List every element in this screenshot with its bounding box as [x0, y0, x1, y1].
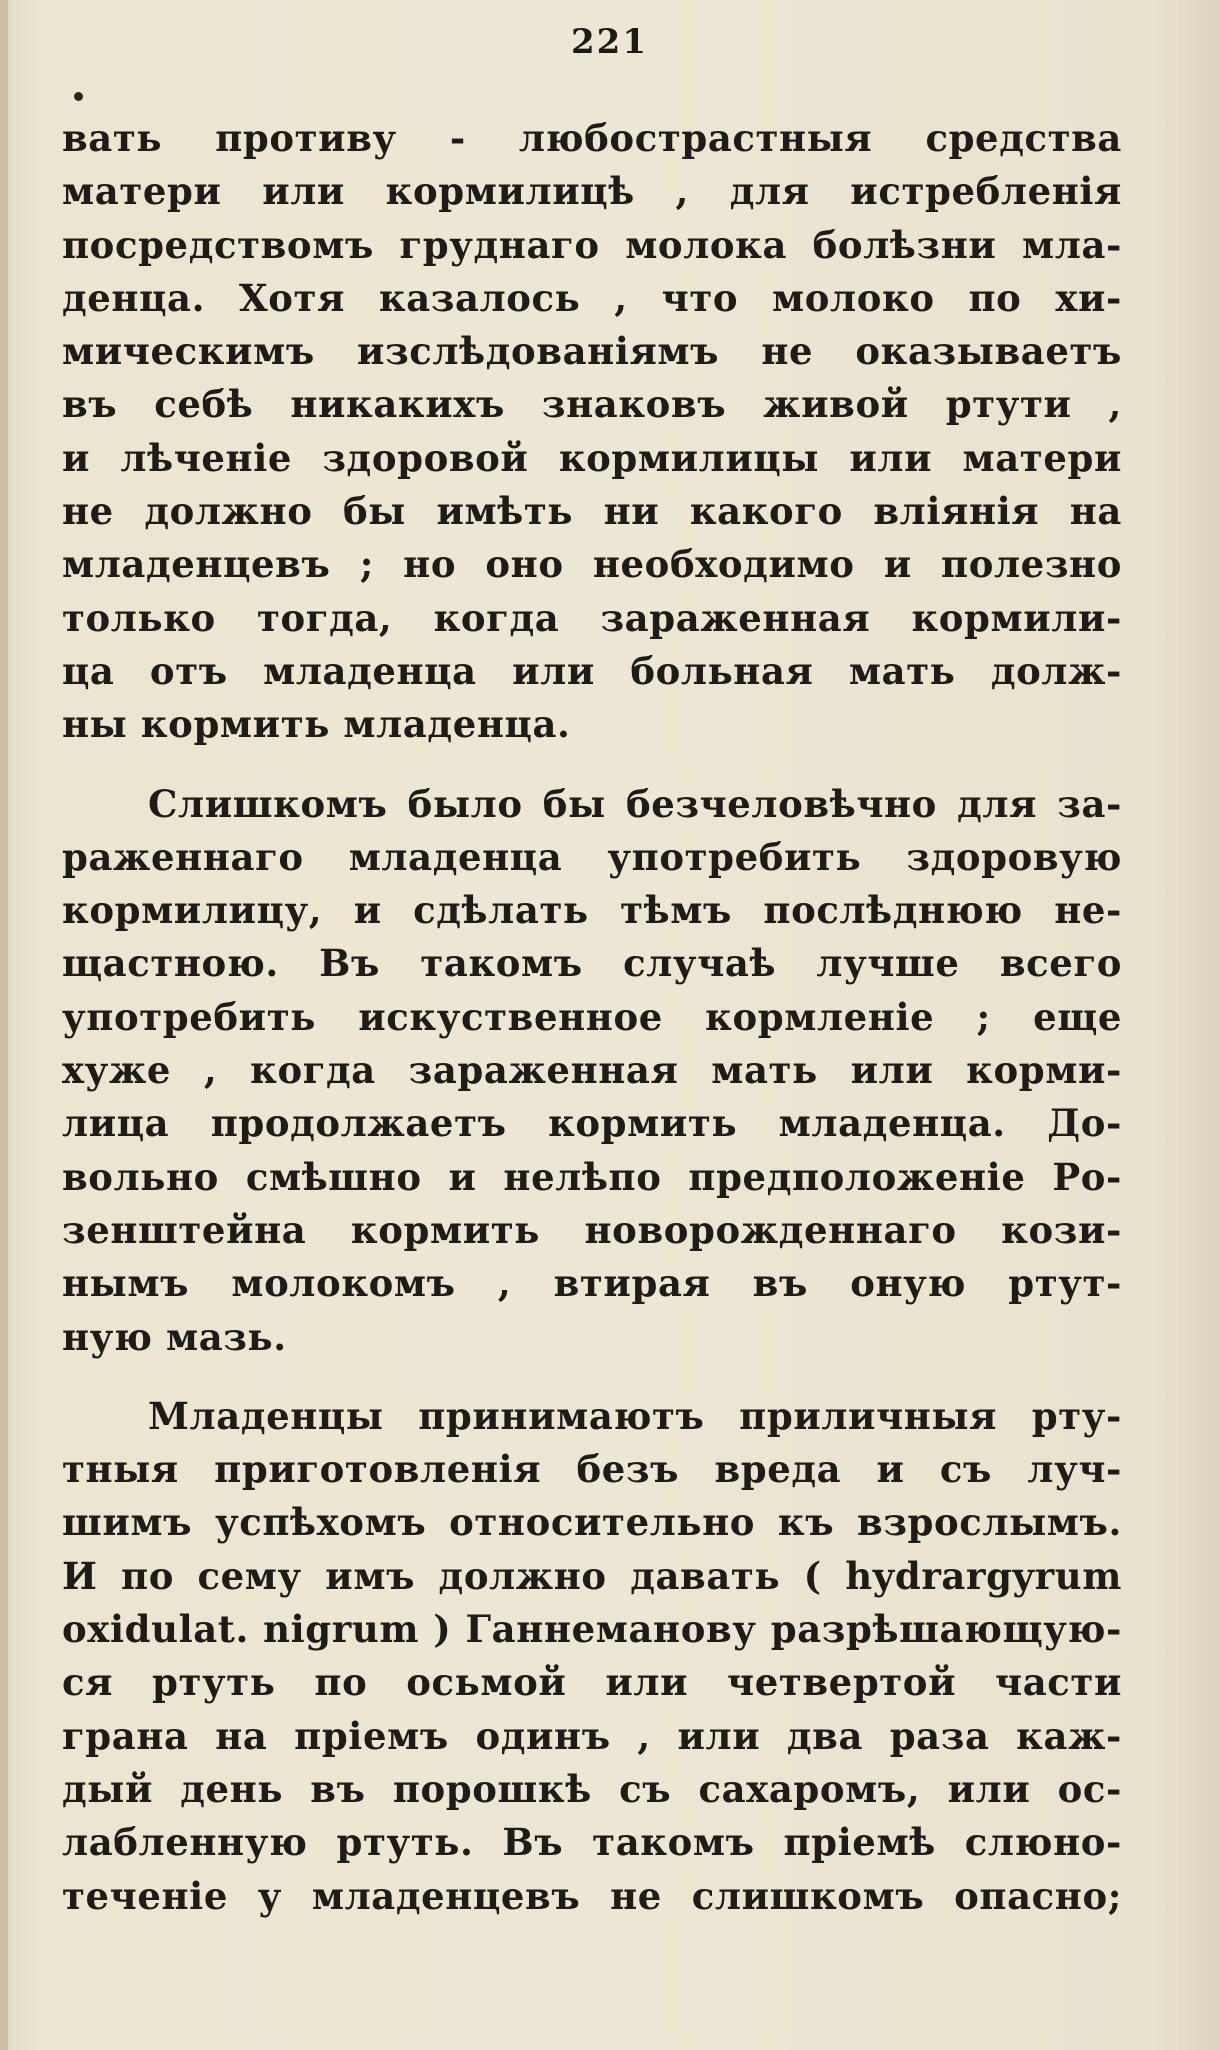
text-line: нымъ молокомъ , втирая въ оную ртут- [62, 1261, 1122, 1306]
body-text [62, 112, 1122, 1949]
text-line: младенцевъ ; но оно необходимо и полезно [62, 542, 1122, 587]
text-line: и лѣченіе здоровой кормилицы или матери [62, 435, 1122, 480]
text-line: oxidulat. nigrum ) Ганнеманову разрѣшающую- [62, 1607, 1122, 1652]
text-line: ца отъ младенца или больная мать долж- [62, 648, 1122, 693]
text-line: употребить искуственное кормленіе ; еще [62, 994, 1122, 1039]
text-line: И по сему имъ должно давать ( hydrargyrum [62, 1553, 1122, 1598]
text-line: вать противу - любострастныя средства [62, 116, 1122, 160]
page-binding-edge [0, 0, 8, 2050]
paragraph-3 [62, 1390, 1122, 1923]
text-line: вольно смѣшно и нелѣпо предположеніе Ро- [62, 1154, 1122, 1199]
paragraph-1 [62, 112, 1122, 752]
text-line: лабленную ртуть. Въ такомъ пріемѣ слюно- [62, 1820, 1122, 1865]
text-line: хуже , когда зараженная мать или корми- [62, 1048, 1122, 1093]
ink-speck [74, 92, 83, 101]
text-line: грана на пріемъ одинъ , или два раза каж- [62, 1713, 1122, 1758]
text-line: зенштейна кормить новорожденнаго кози- [62, 1207, 1122, 1252]
text-line: тныя приготовленія безъ вреда и съ луч- [62, 1447, 1122, 1492]
text-line: дый день въ порошкѣ съ сахаромъ, или ос- [62, 1766, 1122, 1811]
text-line: Слишкомъ было бы безчеловѣчно для за- [148, 781, 1122, 826]
text-line: Младенцы принимаютъ приличныя рту- [148, 1393, 1122, 1438]
text-line: ную мазь. [62, 1314, 287, 1359]
page-number: 221 [571, 22, 648, 62]
text-line: раженнаго младенца употребить здоровую [62, 834, 1122, 879]
text-line: шимъ успѣхомъ относительно къ взрослымъ. [62, 1500, 1122, 1545]
text-line: ны кормить младенца. [62, 702, 571, 747]
text-line: въ себѣ никакихъ знаковъ живой ртути , [62, 382, 1122, 427]
text-line: лица продолжаетъ кормить младенца. До- [62, 1101, 1122, 1146]
text-line: не должно бы имѣть ни какого вліянія на [62, 489, 1122, 534]
text-line: посредствомъ груднаго молока болѣзни мла- [62, 222, 1122, 267]
text-line: щастною. Въ такомъ случаѣ лучше всего [62, 941, 1122, 986]
paragraph-2 [62, 778, 1122, 1364]
text-line: только тогда, когда зараженная кормили- [62, 595, 1122, 640]
text-line: ся ртуть по осьмой или четвертой части [62, 1660, 1122, 1705]
text-line: кормилицу, и сдѣлать тѣмъ послѣднюю не- [62, 888, 1122, 933]
text-line: матери или кормилицѣ , для истребленія [62, 169, 1122, 214]
text-line: теченіе у младенцевъ не слишкомъ опасно; [62, 1873, 1122, 1918]
text-line: мическимъ изслѣдованіямъ не оказываетъ [62, 329, 1122, 374]
text-line: денца. Хотя казалось , что молоко по хи- [62, 275, 1122, 320]
